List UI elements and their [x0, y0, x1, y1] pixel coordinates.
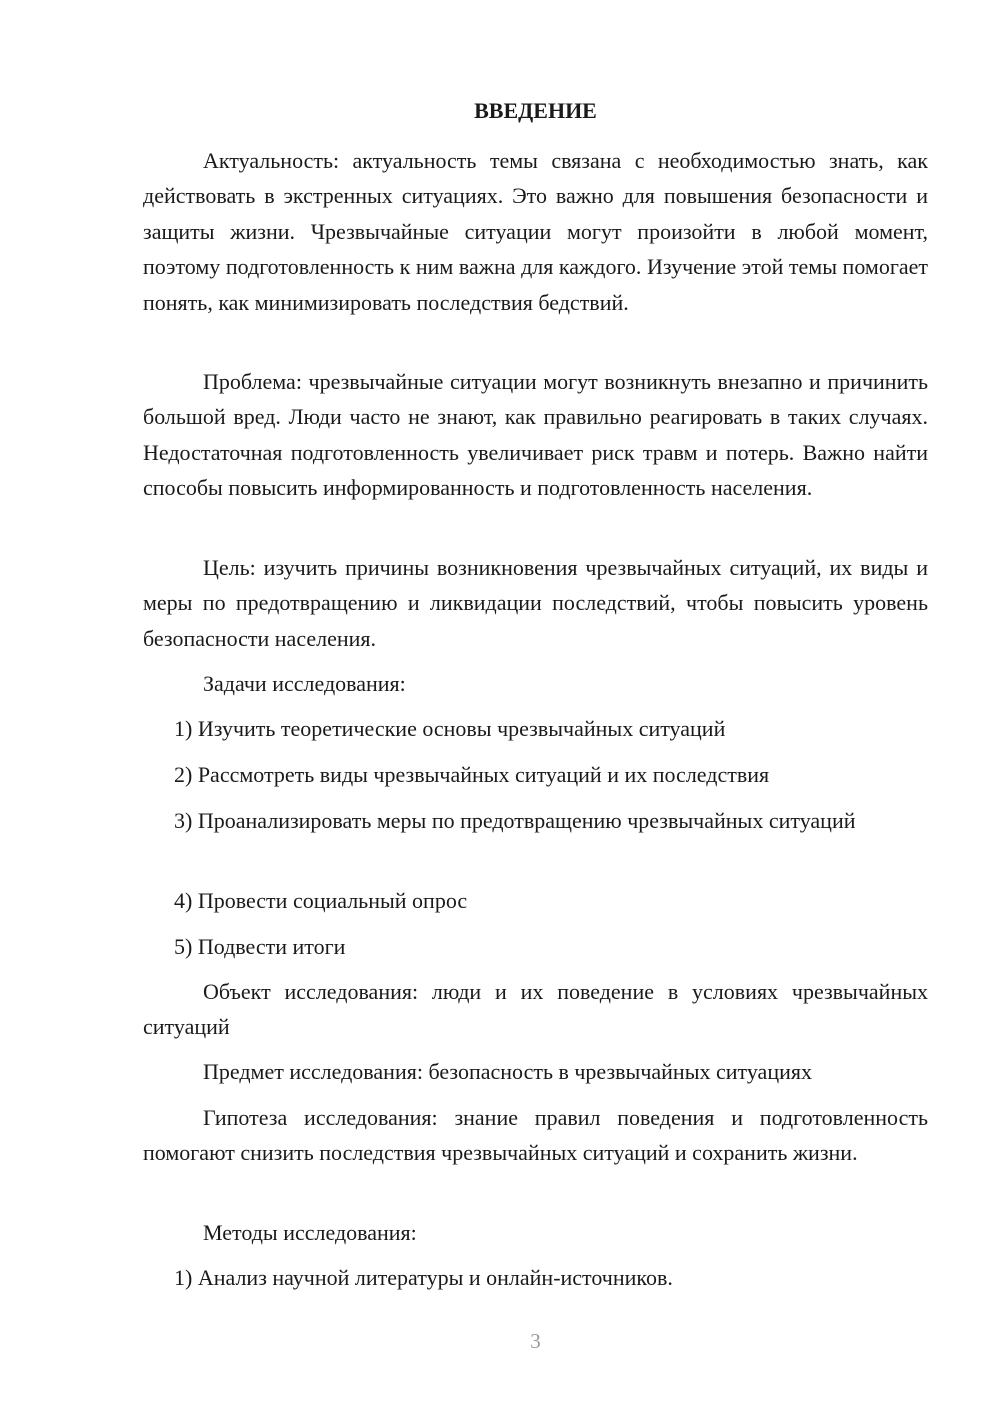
task-item-2: 2) Рассмотреть виды чрезвычайных ситуаций и их последствия	[174, 762, 770, 787]
hypothesis-paragraph: Гипотеза исследования: знание правил поведения и подготовленность помогают снизить последствия чрезвычайных ситуаций и сохранить жизни.	[143, 1105, 928, 1166]
method-item-1: 1) Анализ научной литературы и онлайн-источников.	[174, 1265, 673, 1290]
tasks-title: Задачи исследования:	[203, 671, 406, 696]
task-item-3: 3) Проанализировать меры по предотвращению чрезвычайных ситуаций	[174, 808, 856, 833]
object-paragraph: Объект исследования: люди и их поведение в условиях чрезвычайных ситуаций	[143, 979, 928, 1040]
goal-paragraph: Цель: изучить причины возникновения чрезвычайных ситуаций, их виды и меры по предотвращению и ликвидации последствий, чтобы повысить уровень безопасности населения.	[143, 555, 928, 651]
page-title: ВВЕДЕНИЕ	[474, 98, 597, 123]
task-item-5: 5) Подвести итоги	[174, 934, 346, 959]
task-item-1: 1) Изучить теоретические основы чрезвычайных ситуаций	[174, 716, 726, 741]
problem-paragraph: Проблема: чрезвычайные ситуации могут возникнуть внезапно и причинить большой вред. Люди часто не знают, как правильно реагировать в таких случаях. Недостаточная подготовленность увеличивает риск травм и потерь. Важно найти способы повысить информированность и подготовленность населения.	[143, 369, 928, 501]
relevance-paragraph: Актуальность: актуальность темы связана с необходимостью знать, как действовать в экстренных ситуациях. Это важно для повышения безопасности и защиты жизни. Чрезвычайные ситуации могут произойти в любой момент, поэтому подготовленность к ним важна для каждого. Изучение этой темы помогает понять, как минимизировать последствия бедствий.	[143, 148, 928, 315]
page-number: 3	[530, 1329, 541, 1353]
task-item-4: 4) Провести социальный опрос	[174, 888, 468, 913]
methods-title: Методы исследования:	[203, 1220, 417, 1245]
document-page	[143, 0, 928, 1414]
subject-paragraph: Предмет исследования: безопасность в чрезвычайных ситуациях	[203, 1059, 812, 1084]
